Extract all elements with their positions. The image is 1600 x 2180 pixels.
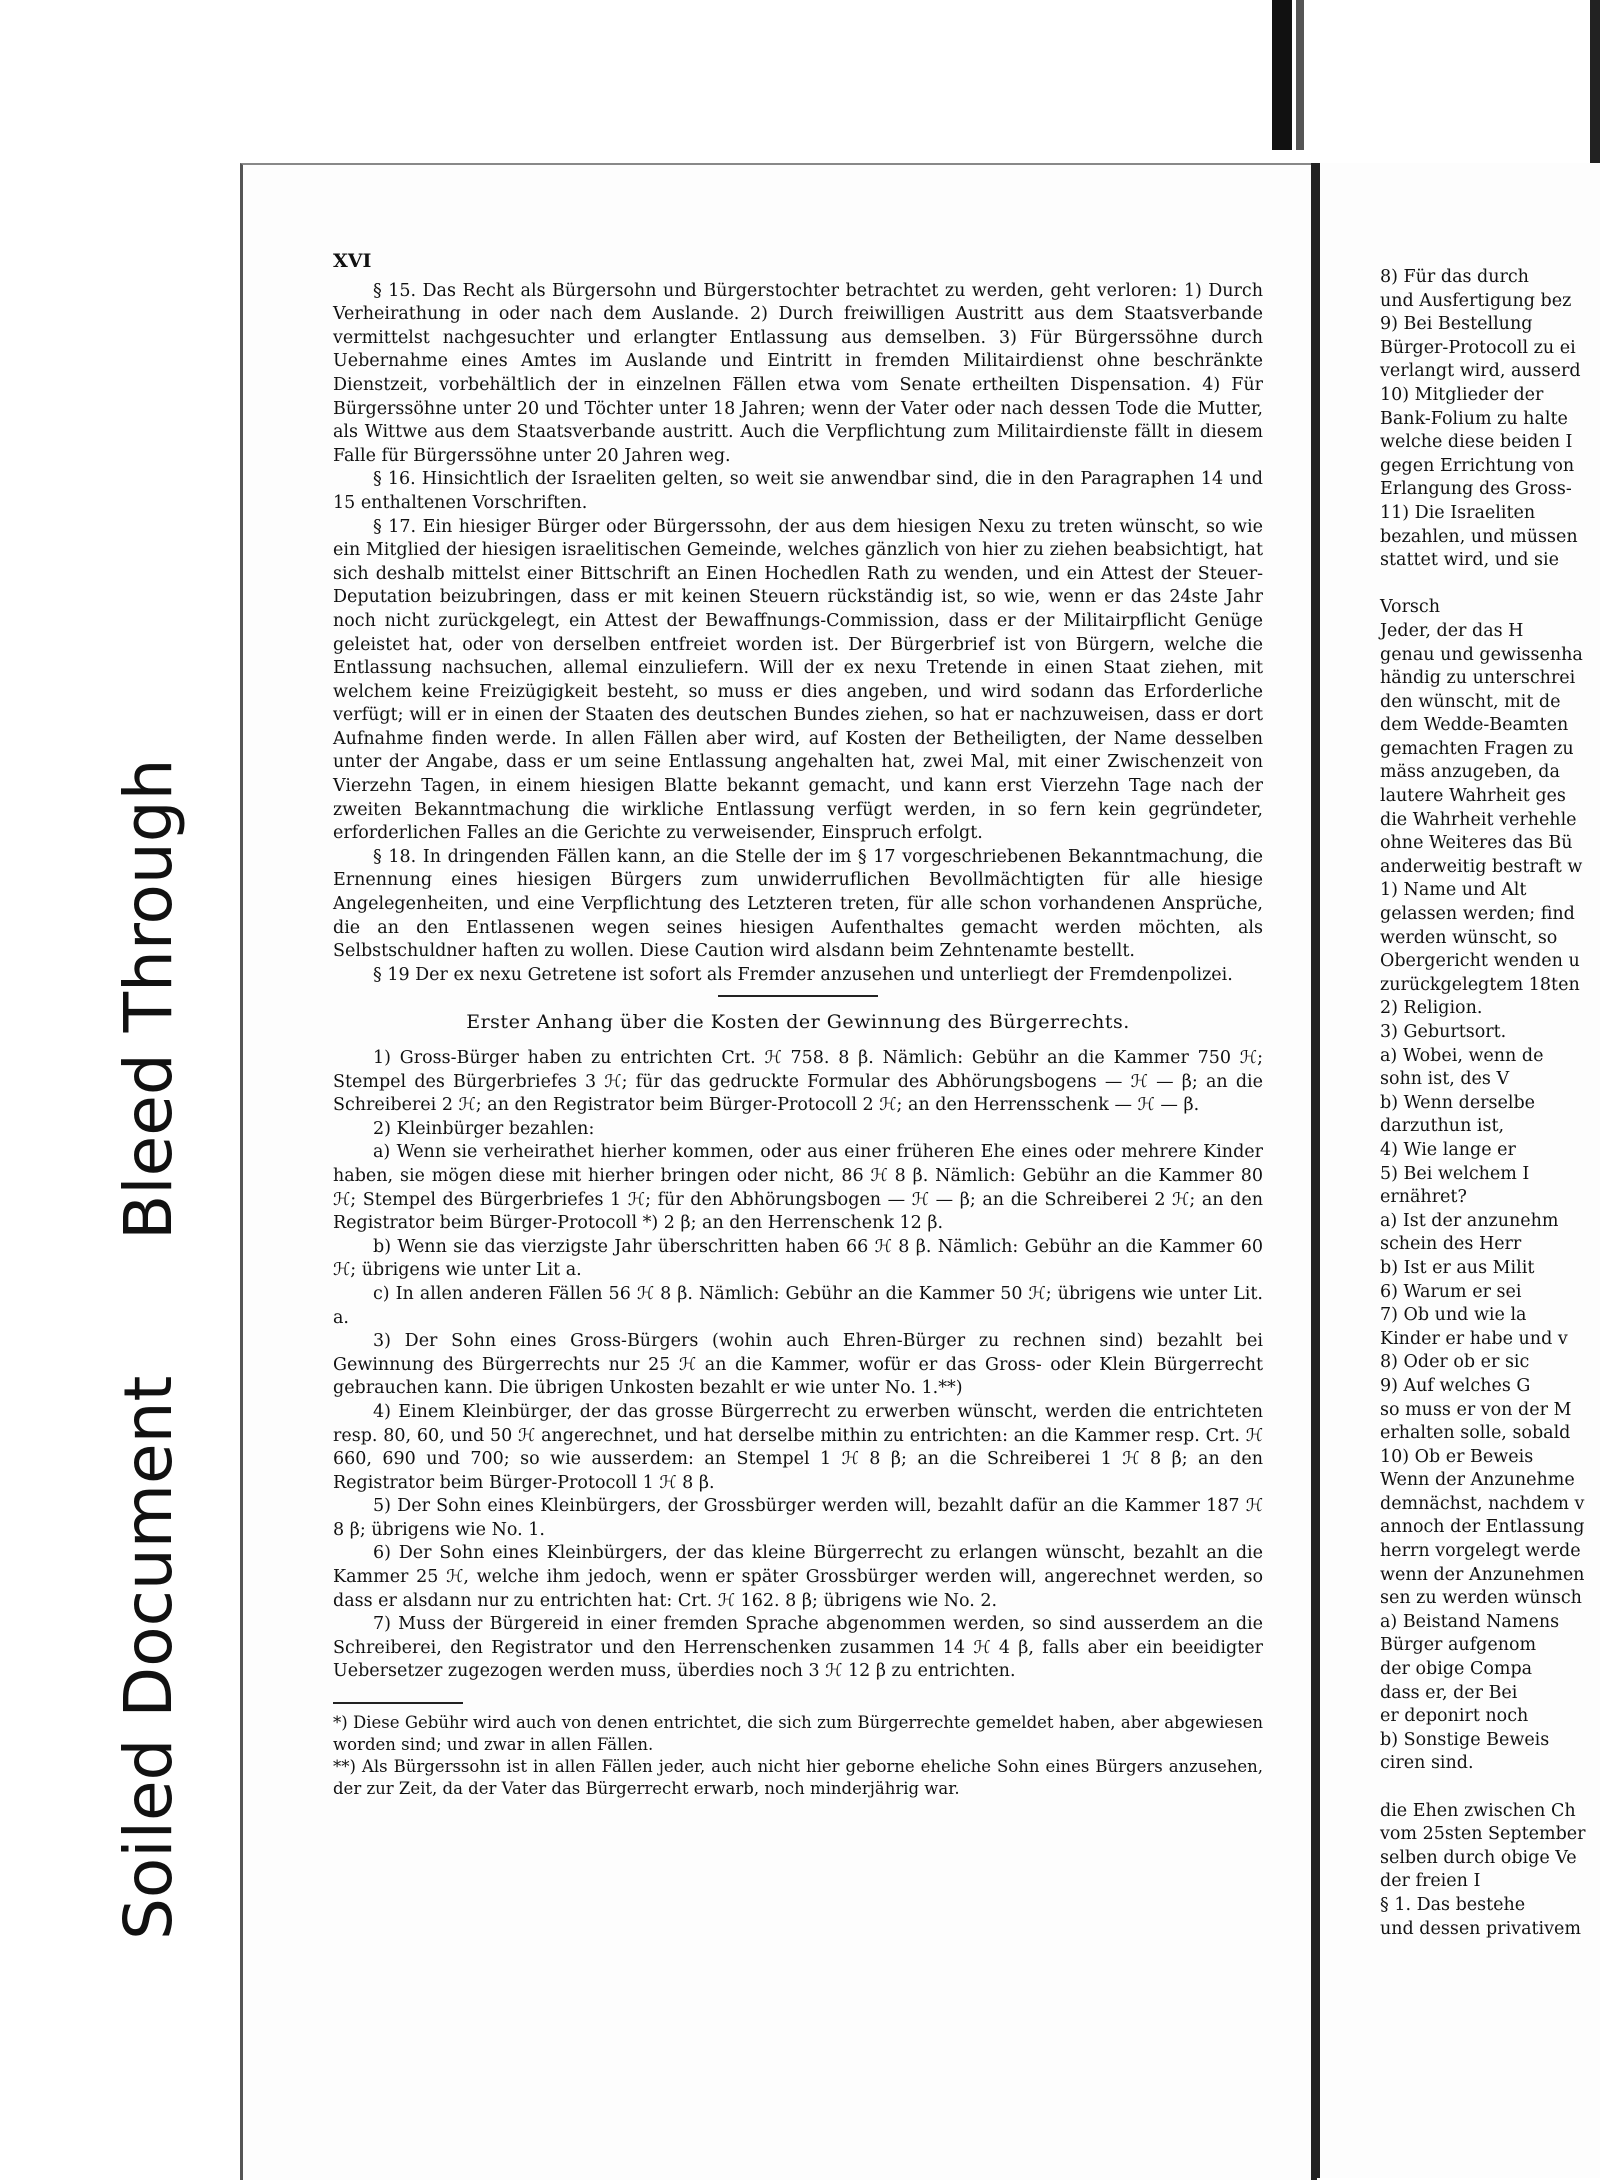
footnote: **) Als Bürgerssohn ist in allen Fällen jeder, auch nicht hier geborne eheliche Sohn eines Bürgers anzusehen, der zur Zeit, da der Vater das Bürgerrecht erwarb, noch minderjährig war. bbox=[333, 1757, 1269, 1799]
right-page-line: gelassen werden; find bbox=[1380, 904, 1575, 925]
right-page-line: b) Ist er aus Milit bbox=[1380, 1257, 1535, 1278]
right-page-line: bezahlen, und müssen bbox=[1380, 526, 1578, 547]
side-labels bbox=[110, 690, 230, 1940]
right-page-line: 2) Religion. bbox=[1380, 998, 1483, 1019]
right-page-line bbox=[1380, 573, 1600, 597]
right-page-line: 7) Ob und wie la bbox=[1380, 1305, 1527, 1326]
right-page-line: dem Wedde-Beamten bbox=[1380, 715, 1569, 736]
right-page-line: herrn vorgelegt werde bbox=[1380, 1541, 1581, 1562]
right-page-line: Kinder er habe und v bbox=[1380, 1328, 1568, 1349]
right-page-line: und Ausfertigung bez bbox=[1380, 290, 1572, 311]
right-page-line: ernähret? bbox=[1380, 1187, 1467, 1208]
soiled-document-label: Soiled Document bbox=[110, 1375, 187, 1940]
right-page-line: welche diese beiden I bbox=[1380, 432, 1573, 453]
right-page-line: erhalten solle, sobald bbox=[1380, 1423, 1571, 1444]
right-page-line: 8) Für das durch bbox=[1380, 267, 1529, 287]
right-page-line: a) Ist der anzunehm bbox=[1380, 1210, 1559, 1231]
page-number: XVI bbox=[333, 250, 372, 272]
paragraph-section-18: § 18. In dringenden Fällen kann, an die Stelle der im § 17 vorgeschriebenen Bekanntmachung, die Ernennung eines hiesigen Bürgers zum unwiderruflichen Bevollmächtigten für alle hiesige Angelegenheiten, und eine Verpflichtung des Letzteren treten, für alle schon vorhandenen Ansprüche, die an den Entlassenen wegen seines hiesigen Aufenthaltes gemacht werden möchten, als Selbstschuldner haften zu wollen. Diese Caution wird alsdann beim Zehntenamte bestellt. bbox=[333, 846, 1269, 962]
annex-item: 7) Muss der Bürgereid in einer fremden Sprache abgenommen werden, so sind ausserdem an die Schreiberei, den Registrator und den Herrenschenken zusammen 14 ℋ 4 β, falls aber ein beeidigter Uebersetzer zugezogen werden muss, überdies noch 3 ℋ 12 β zu entrichten. bbox=[333, 1614, 1269, 1682]
left-page-text bbox=[333, 250, 1269, 1800]
right-page-line: Obergericht wenden u bbox=[1380, 951, 1580, 972]
right-page-line: gegen Errichtung von bbox=[1380, 455, 1575, 476]
right-page-line: 4) Wie lange er bbox=[1380, 1139, 1516, 1160]
right-page-line: zurückgelegtem 18ten bbox=[1380, 974, 1580, 995]
right-page-line: Bürger-Protocoll zu ei bbox=[1380, 337, 1576, 358]
right-page bbox=[1316, 163, 1600, 2178]
right-page-line: a) Wobei, wenn de bbox=[1380, 1045, 1544, 1066]
right-page-line: anderweitig bestraft w bbox=[1380, 856, 1583, 877]
right-page-line: 6) Warum er sei bbox=[1380, 1281, 1522, 1302]
binding-shadow-edge bbox=[1296, 0, 1304, 150]
paragraph-section-17: § 17. Ein hiesiger Bürger oder Bürgerssohn, der aus dem hiesigen Nexu zu treten wünscht, so wie ein Mitglied der hiesigen israelitischen Gemeinde, welches gänzlich von hier zu ziehen beabsichtigt, hat sich deshalb mittelst einer Bittschrift an Einen Hochedlen Rath zu wenden, und ein Attest der Steuer-Deputation beizubringen, dass er mit keinen Steuern rückständig ist, so wie, wenn er das 24ste Jahr noch nicht zurückgelegt, ein Attest der Bewaffnungs-Commission, dass er der Militairpflicht Genüge geleistet hat, oder von derselben entfreiet worden ist. Der Bürgerbrief ist von Bürgern, welche die Entlassung nachsuchen, allemal einzuliefern. Will der ex nexu Tretende in einen Staat ziehen, mit welchem keine Freizügigkeit besteht, so muss er dies angeben, und wird sodann das Erforderliche verfügt; will er in einen der Staaten des deutschen Bundes ziehen, so hat er nachzuweisen, dass er dort Aufnahme finden werde. In allen Fällen aber wird, auf Kosten der Betheiligten, der Name desselben unter der Angabe, dass er um seine Entlassung angehalten hat, zwei Mal, mit einer Zwischenzeit von Vierzehn Tagen, in einem hiesigen Blatte bekannt gemacht, und kann erst Vierzehn Tage nach der zweiten Bekanntmachung die wirkliche Entlassung verfügt werden, in so fern kein gegründeter, erforderlichen Falles an die Gerichte zu verweisender, Einspruch erfolgt. bbox=[333, 516, 1269, 844]
right-page-line: 1) Name und Alt bbox=[1380, 880, 1527, 901]
right-page-line bbox=[1380, 1776, 1600, 1800]
right-page-line: 11) Die Israeliten bbox=[1380, 502, 1536, 523]
right-page-line: die Ehen zwischen Ch bbox=[1380, 1800, 1576, 1821]
right-page-line: 9) Auf welches G bbox=[1380, 1375, 1531, 1396]
right-page-line: den wünscht, mit de bbox=[1380, 691, 1561, 712]
right-page-line: gemachten Fragen zu bbox=[1380, 738, 1574, 759]
right-page-line: darzuthun ist, bbox=[1380, 1116, 1505, 1137]
left-page bbox=[240, 163, 1311, 2180]
right-page-line: schein des Herr bbox=[1380, 1234, 1522, 1255]
right-page-line: so muss er von der M bbox=[1380, 1399, 1572, 1420]
right-page-line: 9) Bei Bestellung bbox=[1380, 314, 1533, 335]
right-page-line: Bank-Folium zu halte bbox=[1380, 408, 1568, 429]
right-page-line: werden wünscht, so bbox=[1380, 927, 1558, 948]
footnote-divider bbox=[333, 1702, 463, 1704]
right-page-line: selben durch obige Ve bbox=[1380, 1847, 1577, 1868]
right-page-line: 8) Oder ob er sic bbox=[1380, 1352, 1530, 1373]
right-page-line: händig zu unterschrei bbox=[1380, 668, 1576, 689]
right-page-line: lautere Wahrheit ges bbox=[1380, 786, 1566, 807]
right-page-line: verlangt wird, ausserd bbox=[1380, 361, 1581, 382]
right-page-line: der freien I bbox=[1380, 1871, 1481, 1892]
right-page-line: der obige Compa bbox=[1380, 1659, 1533, 1680]
right-page-line: 10) Ob er Beweis bbox=[1380, 1446, 1534, 1467]
right-page-line: genau und gewissenha bbox=[1380, 644, 1583, 665]
paragraph-section-15: § 15. Das Recht als Bürgersohn und Bürgerstochter betrachtet zu werden, geht verloren: 1) Durch Verheirathung in oder nach dem Auslande. 2) Durch freiwilligen Austritt aus dem Staatsverbande vermittelst nachgesuchter und erlangter Entlassung aus demselben. 3) Für Bürgerssöhne durch Uebernahme eines Amtes im Auslande und Eintritt in fremden Militairdienst ohne beschränkte Dienstzeit, vorbehältlich der in einzelnen Fällen etwa vom Senate ertheilten Dispensation. 4) Für Bürgerssöhne unter 20 und Töchter unter 18 Jahren; wenn der Vater oder nach dessen Tode die Mutter, als Wittwe aus dem Staatsverbande austritt. Auch die Verpflichtung zum Militairdienste fällt in diesem Falle für Bürgerssöhne unter 20 Jahren weg. bbox=[333, 280, 1269, 466]
right-page-line: mäss anzugeben, da bbox=[1380, 762, 1560, 783]
right-page-line: sen zu werden wünsch bbox=[1380, 1588, 1582, 1609]
right-page-line: die Wahrheit verhehle bbox=[1380, 809, 1577, 830]
right-page-line: b) Wenn derselbe bbox=[1380, 1092, 1536, 1113]
right-page-line: ohne Weiteres das Bü bbox=[1380, 833, 1573, 854]
annex-item: c) In allen anderen Fällen 56 ℋ 8 β. Nämlich: Gebühr an die Kammer 50 ℋ; übrigens wie unter Lit. a. bbox=[333, 1283, 1269, 1328]
right-page-line: annoch der Entlassung bbox=[1380, 1517, 1585, 1538]
right-page-line: § 1. Das bestehe bbox=[1380, 1894, 1526, 1915]
right-page-line: Bürger aufgenom bbox=[1380, 1635, 1537, 1656]
right-page-line: 3) Geburtsort. bbox=[1380, 1022, 1507, 1042]
annex-item: 6) Der Sohn eines Kleinbürgers, der das kleine Bürgerrecht zu erlangen wünscht, bezahlt an die Kammer 25 ℋ, welche ihm jedoch, wenn er später Grossbürger werden will, angerechnet werden, so dass er alsdann nur zu entrichten hat: Crt. ℋ 162. 8 β; übrigens wie No. 2. bbox=[333, 1543, 1269, 1611]
right-page-line: stattet wird, und sie bbox=[1380, 550, 1559, 571]
footnote: *) Diese Gebühr wird auch von denen entrichtet, die sich zum Bürgerrechte gemeldet haben, aber abgewiesen worden sind; und zwar in allen Fällen. bbox=[333, 1713, 1269, 1755]
right-page-line: dass er, der Bei bbox=[1380, 1682, 1518, 1703]
right-page-line: Erlangung des Gross- bbox=[1380, 479, 1572, 500]
right-page-line: vom 25sten September bbox=[1380, 1824, 1586, 1845]
annex-item: 2) Kleinbürger bezahlen: bbox=[373, 1118, 595, 1139]
annex-item: 4) Einem Kleinbürger, der das grosse Bürgerrecht zu erwerben wünscht, werden die entrichteten resp. 80, 60, und 50 ℋ angerechnet, und hat derselbe mithin zu entrichten: an die Kammer resp. Crt. ℋ 660, 690 und 700; so wie ausserdem: an Stempel 1 ℋ 8 β; an die Schreiberei 1 ℋ 8 β; an den Registrator beim Bürger-Protocoll 1 ℋ 8 β. bbox=[333, 1401, 1269, 1493]
right-page-line: ciren sind. bbox=[1380, 1753, 1474, 1774]
right-page-line: b) Sonstige Beweis bbox=[1380, 1729, 1550, 1750]
right-page-line: er deponirt noch bbox=[1380, 1706, 1529, 1727]
right-page-line: 10) Mitglieder der bbox=[1380, 384, 1544, 405]
right-page-line: wenn der Anzunehmen bbox=[1380, 1564, 1585, 1585]
right-page-line: und dessen privativem bbox=[1380, 1918, 1581, 1939]
annex-item: b) Wenn sie das vierzigste Jahr überschritten haben 66 ℋ 8 β. Nämlich: Gebühr an die Kammer 60 ℋ; übrigens wie unter Lit a. bbox=[333, 1236, 1269, 1281]
binding-shadow bbox=[1272, 0, 1292, 150]
paragraph-section-16: § 16. Hinsichtlich der Israeliten gelten, so weit sie anwendbar sind, die in den Paragraphen 14 und 15 enthaltenen Vorschriften. bbox=[333, 469, 1269, 513]
annex-title: Erster Anhang über die Kosten der Gewinnung des Bürgerrechts. bbox=[466, 1011, 1130, 1034]
right-page-line: Vorsch bbox=[1380, 597, 1440, 618]
paragraph-section-19: § 19 Der ex nexu Getretene ist sofort als Fremder anzusehen und unterliegt der Fremdenpolizei. bbox=[373, 964, 1233, 985]
bleed-through-label: Bleed Through bbox=[110, 758, 187, 1240]
right-page-line: demnächst, nachdem v bbox=[1380, 1493, 1585, 1514]
section-divider bbox=[718, 995, 878, 997]
annex-item: 3) Der Sohn eines Gross-Bürgers (wohin auch Ehren-Bürger zu rechnen sind) bezahlt bei Gewinnung des Bürgerrechts nur 25 ℋ an die Kammer, wofür er das Gross- oder Klein Bürgerrecht gebrauchen kann. Die übrigen Unkosten bezahlt er wie unter No. 1.**) bbox=[333, 1331, 1269, 1399]
right-page-text bbox=[1380, 266, 1600, 1941]
right-page-line: sohn ist, des V bbox=[1380, 1069, 1510, 1090]
annex-item: 1) Gross-Bürger haben zu entrichten Crt. ℋ 758. 8 β. Nämlich: Gebühr an die Kammer 750 ℋ; Stempel des Bürgerbriefes 3 ℋ; für das gedruckte Formular des Abhörungsbogens — ℋ — β; an die Schreiberei 2 ℋ; an den Registrator beim Bürger-Protocoll 2 ℋ; an den Herrensschenk — ℋ — β. bbox=[333, 1048, 1269, 1116]
right-page-line: Jeder, der das H bbox=[1380, 620, 1524, 641]
right-page-line: 5) Bei welchem I bbox=[1380, 1163, 1530, 1184]
annex-item: a) Wenn sie verheirathet hierher kommen, oder aus einer früheren Ehe eines oder mehrere Kinder haben, sie mögen diese mit hierher bringen oder nicht, 86 ℋ 8 β. Nämlich: Gebühr an die Kammer 80 ℋ; Stempel des Bürgerbriefes 1 ℋ; für den Abhörungsbogen — ℋ — β; an die Schreiberei 2 ℋ; an den Registrator beim Bürger-Protocoll *) 2 β; an den Herrenschenk 12 β. bbox=[333, 1142, 1269, 1234]
right-page-line: Wenn der Anzunehme bbox=[1380, 1470, 1575, 1491]
annex-item: 5) Der Sohn eines Kleinbürgers, der Grossbürger werden will, bezahlt dafür an die Kammer 187 ℋ 8 β; übrigens wie No. 1. bbox=[333, 1496, 1269, 1540]
right-page-line: a) Beistand Namens bbox=[1380, 1611, 1560, 1632]
